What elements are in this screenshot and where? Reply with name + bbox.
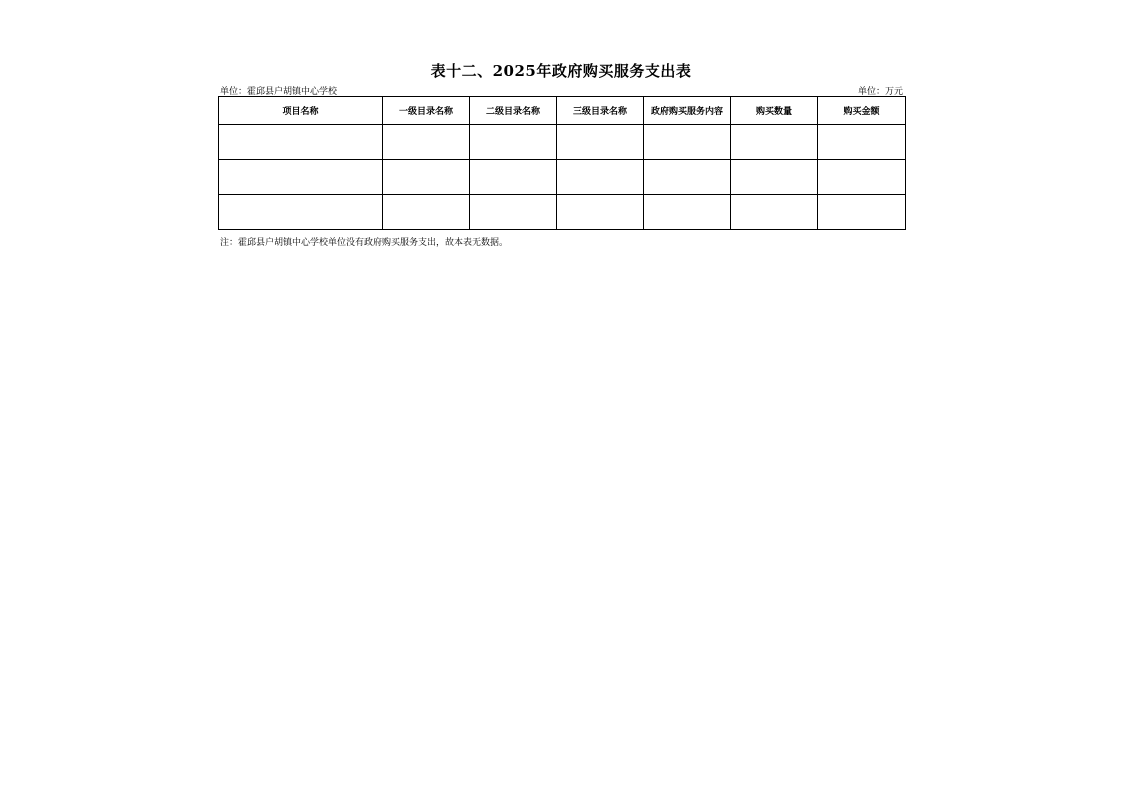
table-cell (470, 160, 557, 195)
header-project-name: 项目名称 (219, 97, 383, 125)
unit-organization-label: 单位：霍邱县户胡镇中心学校 (220, 87, 338, 97)
header-level1-category: 一级目录名称 (383, 97, 470, 125)
table-cell (557, 125, 644, 160)
table-cell (644, 195, 731, 230)
table-cell (383, 160, 470, 195)
unit-currency-label: 单位：万元 (857, 87, 903, 97)
table-cell (644, 125, 731, 160)
header-level3-category: 三级目录名称 (557, 97, 644, 125)
table-cell (470, 125, 557, 160)
table-row (219, 125, 906, 160)
table-cell (557, 195, 644, 230)
table-cell (219, 160, 383, 195)
table-cell (219, 125, 383, 160)
table-cell (818, 195, 906, 230)
table-cell (818, 125, 906, 160)
procurement-table (218, 96, 906, 230)
table-cell (383, 125, 470, 160)
table-cell (731, 125, 818, 160)
table-cell (818, 160, 906, 195)
table-cell (731, 195, 818, 230)
table-cell (557, 160, 644, 195)
header-service-content: 政府购买服务内容 (644, 97, 731, 125)
table-row (219, 160, 906, 195)
table-cell (383, 195, 470, 230)
header-quantity: 购买数量 (731, 97, 818, 125)
table-cell (470, 195, 557, 230)
page-title: 表十二、2025年政府购买服务支出表 (430, 62, 692, 80)
table-row (219, 195, 906, 230)
table-cell (219, 195, 383, 230)
table-header-row (219, 97, 906, 125)
table-cell (644, 160, 731, 195)
header-level2-category: 二级目录名称 (470, 97, 557, 125)
header-amount: 购买金额 (818, 97, 906, 125)
table-cell (731, 160, 818, 195)
table-footnote: 注：霍邱县户胡镇中心学校单位没有政府购买服务支出，故本表无数据。 (220, 238, 509, 248)
